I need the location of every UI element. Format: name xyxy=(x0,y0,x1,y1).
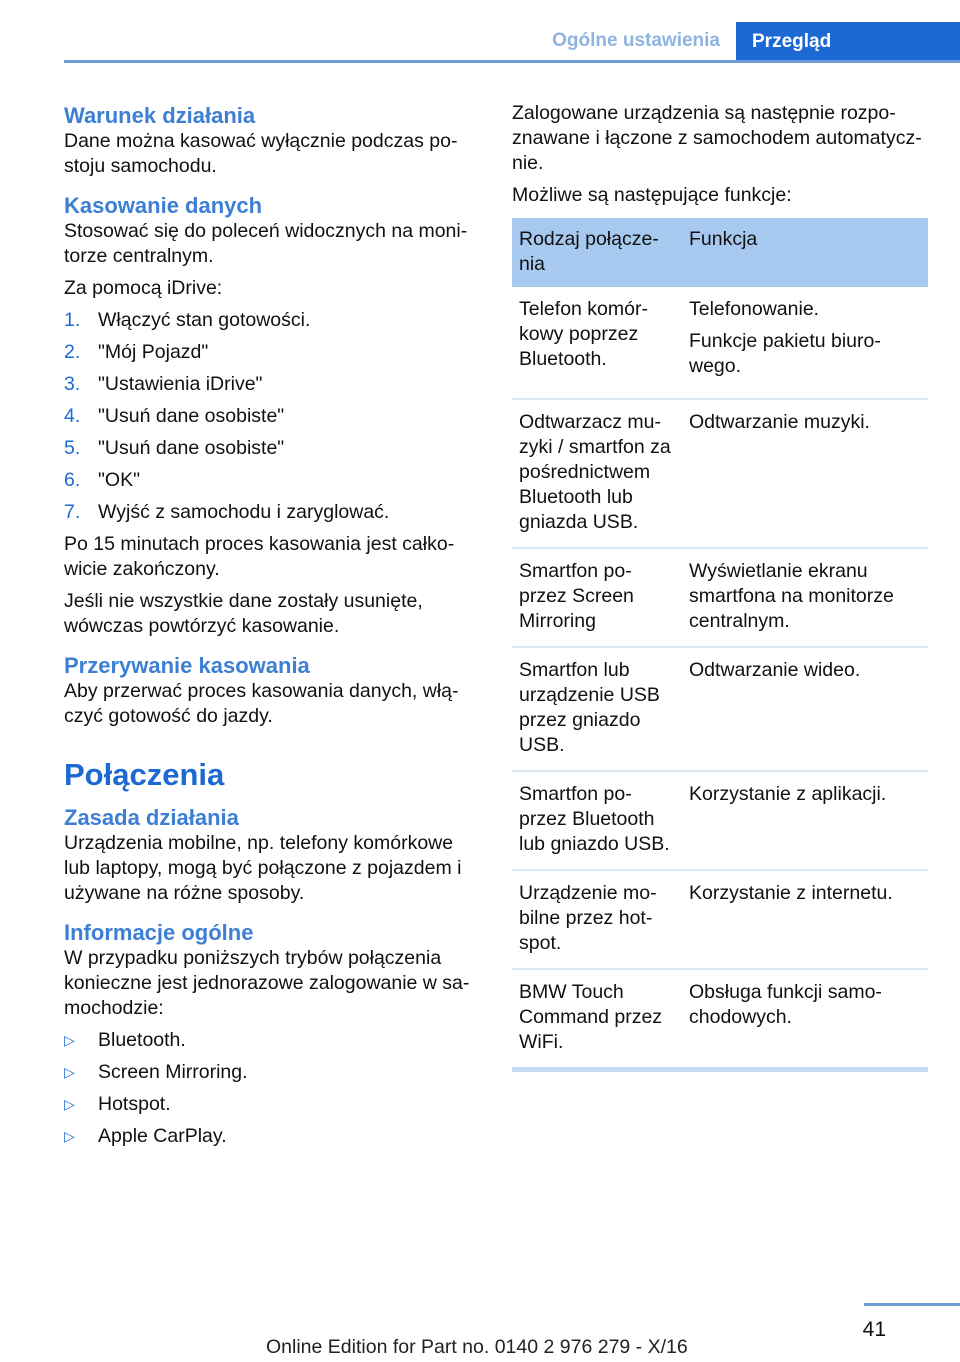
section-heading: Warunek działania xyxy=(64,103,256,128)
section-warunek xyxy=(64,103,480,179)
list-item xyxy=(64,1060,480,1085)
item-text: Screen Mirroring. xyxy=(98,1061,248,1083)
paragraph: Dane można kasować wyłącznie podczas po-stoju samochodu. xyxy=(64,130,458,177)
table-cell: Smartfon lub urządzenie USB przez gniazdo USB. xyxy=(512,647,682,771)
table-row xyxy=(512,870,928,969)
step-number: 3. xyxy=(64,373,81,395)
table-cell xyxy=(682,287,928,399)
step-number: 5. xyxy=(64,437,81,459)
paragraph: Po 15 minutach proces kasowania jest całko-wicie zakończony. xyxy=(64,533,455,580)
list-item xyxy=(64,340,480,365)
table-cell: Odtwarzanie muzyki. xyxy=(682,399,928,548)
list-item xyxy=(64,1092,480,1117)
table-cell: Odtwarzanie wideo. xyxy=(682,647,928,771)
table-cell: Urządzenie mo-bilne przez hot-spot. xyxy=(512,870,682,969)
list-item xyxy=(64,308,480,333)
paragraph: Jeśli nie wszystkie dane zostały usunięte, wówczas powtórzyć kasowanie. xyxy=(64,590,423,637)
triangle-bullet-icon: ▷ xyxy=(64,1128,75,1144)
step-number: 7. xyxy=(64,501,81,523)
table-header-cell: Rodzaj połącze-nia xyxy=(512,218,682,287)
table-cell: Odtwarzacz mu-zyki / smartfon za pośrednictwem Bluetooth lub gniazda USB. xyxy=(512,399,682,548)
step-number: 1. xyxy=(64,309,81,331)
step-text: Wyjść z samochodu i zaryglować. xyxy=(98,501,390,523)
paragraph: Urządzenia mobilne, np. telefony komórkowe lub laptopy, mogą być połączone z pojazdem i używane na różne sposoby. xyxy=(64,832,462,904)
right-column xyxy=(512,101,928,1072)
cell-text: Funkcje pakietu biuro-wego. xyxy=(689,330,881,377)
table-cell: Korzystanie z aplikacji. xyxy=(682,771,928,870)
section-kasowanie xyxy=(64,193,480,639)
header-section-title: Ogólne ustawienia xyxy=(552,30,720,51)
step-number: 6. xyxy=(64,469,81,491)
triangle-bullet-icon: ▷ xyxy=(64,1096,75,1112)
list-item xyxy=(64,372,480,397)
step-text: "Usuń dane osobiste" xyxy=(98,405,285,427)
section-zasada xyxy=(64,805,480,906)
bullet-list xyxy=(64,1028,480,1149)
table-cell: Obsługa funkcji samo-chodowych. xyxy=(682,969,928,1070)
table-row xyxy=(512,548,928,647)
step-text: "OK" xyxy=(98,469,141,491)
paragraph: Stosować się do poleceń widocznych na moni-torze centralnym. xyxy=(64,220,468,267)
list-item xyxy=(64,500,480,525)
triangle-bullet-icon: ▷ xyxy=(64,1032,75,1048)
step-text: "Ustawienia iDrive" xyxy=(98,373,263,395)
step-text: "Usuń dane osobiste" xyxy=(98,437,285,459)
item-text: Bluetooth. xyxy=(98,1029,186,1051)
footer-edition: Online Edition for Part no. 0140 2 976 279 - X/16 xyxy=(266,1336,688,1358)
table-row xyxy=(512,399,928,548)
paragraph: W przypadku poniższych trybów połączenia konieczne jest jednorazowe zalogowanie w sa-mochodzie: xyxy=(64,947,470,1019)
section-heading: Informacje ogólne xyxy=(64,920,254,945)
list-item xyxy=(64,1028,480,1053)
section-heading: Zasada działania xyxy=(64,805,239,830)
step-number: 2. xyxy=(64,341,81,363)
paragraph: Za pomocą iDrive: xyxy=(64,277,223,299)
step-number: 4. xyxy=(64,405,81,427)
table-cell: Telefon komór-kowy poprzez Bluetooth. xyxy=(512,287,682,399)
section-heading: Przerywanie kasowania xyxy=(64,653,310,678)
paragraph: Zalogowane urządzenia są następnie rozpo-znawane i łączone z samochodem automatycz-nie. xyxy=(512,102,922,174)
chapter-title: Połączenia xyxy=(64,757,225,792)
item-text: Hotspot. xyxy=(98,1093,171,1115)
step-text: "Mój Pojazd" xyxy=(98,341,209,363)
triangle-bullet-icon: ▷ xyxy=(64,1064,75,1080)
functions-table xyxy=(512,218,928,1072)
paragraph: Możliwe są następujące funkcje: xyxy=(512,184,792,206)
section-heading: Kasowanie danych xyxy=(64,193,263,218)
page-number: 41 xyxy=(862,1318,886,1341)
section-informacje xyxy=(64,920,480,1149)
header-rule xyxy=(64,60,960,63)
table-cell: Korzystanie z internetu. xyxy=(682,870,928,969)
list-item xyxy=(64,436,480,461)
table-cell: Smartfon po-przez Screen Mirroring xyxy=(512,548,682,647)
table-row xyxy=(512,969,928,1070)
table-header-cell: Funkcja xyxy=(682,218,928,287)
list-item xyxy=(64,468,480,493)
table-header-row xyxy=(512,218,928,287)
paragraph: Aby przerwać proces kasowania danych, włą-czyć gotowość do jazdy. xyxy=(64,680,459,727)
footer-rule xyxy=(864,1303,960,1306)
table-cell: Wyświetlanie ekranu smartfona na monitorze centralnym. xyxy=(682,548,928,647)
table-row xyxy=(512,287,928,399)
table-cell: BMW Touch Command przez WiFi. xyxy=(512,969,682,1070)
item-text: Apple CarPlay. xyxy=(98,1125,227,1147)
left-column xyxy=(64,103,480,1163)
list-item xyxy=(64,404,480,429)
list-item xyxy=(64,1124,480,1149)
section-przerywanie xyxy=(64,653,480,729)
step-text: Włączyć stan gotowości. xyxy=(98,309,311,331)
table-row xyxy=(512,647,928,771)
cell-text: Telefonowanie. xyxy=(689,298,820,320)
table-cell: Smartfon po-przez Bluetooth lub gniazdo USB. xyxy=(512,771,682,870)
header-tab-active: Przegląd xyxy=(736,22,960,63)
steps-list xyxy=(64,308,480,525)
table-row xyxy=(512,771,928,870)
